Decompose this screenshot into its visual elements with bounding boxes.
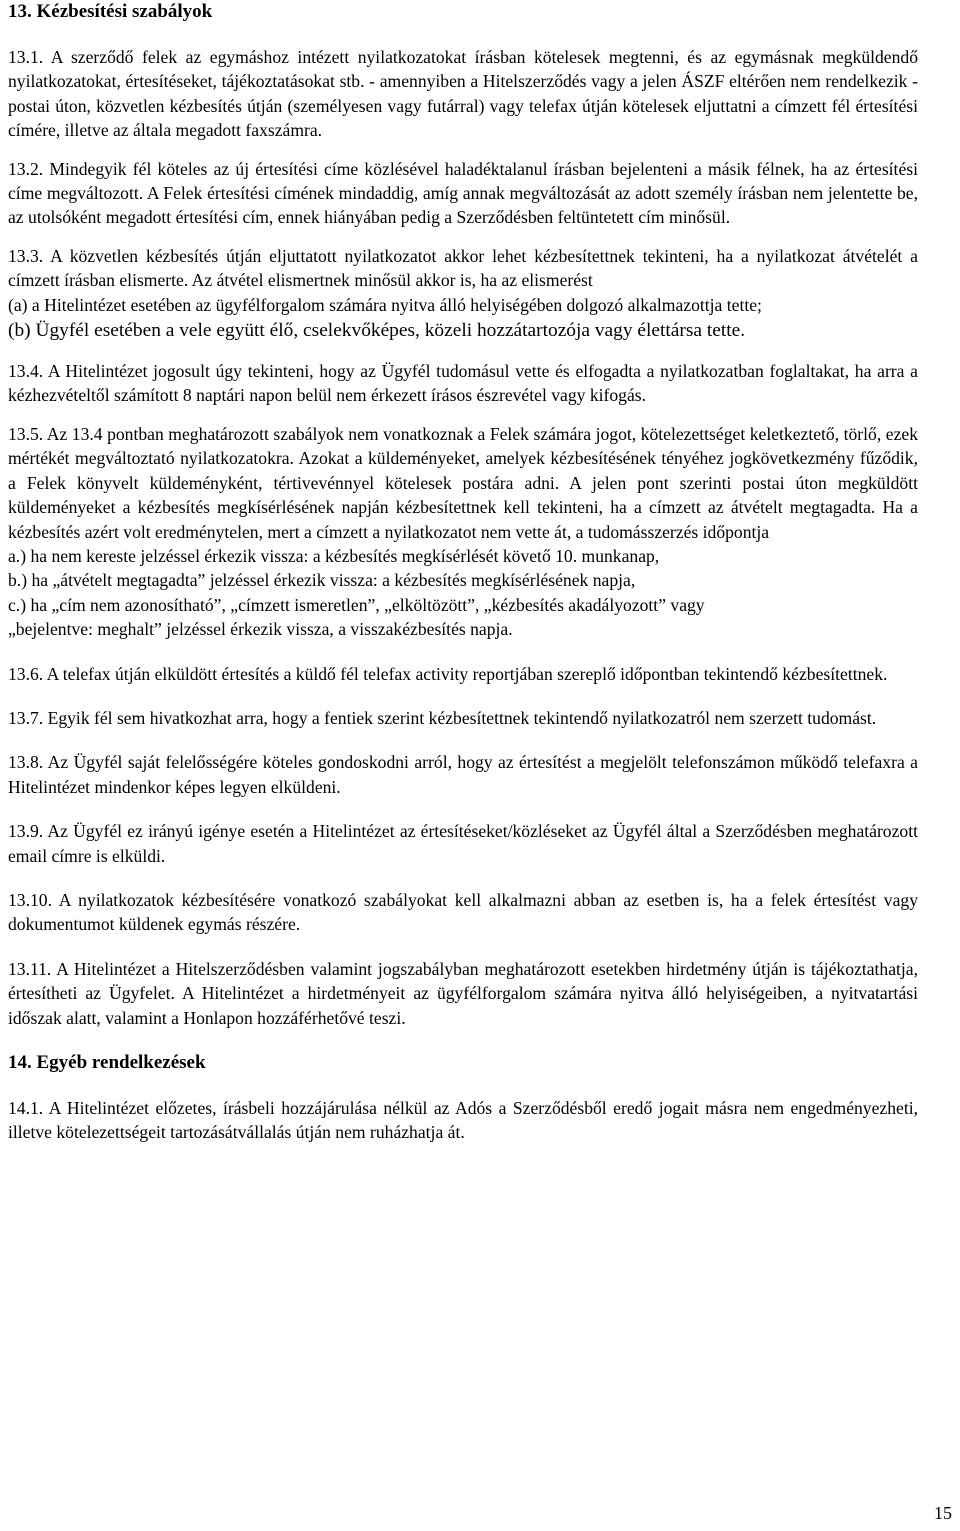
- paragraph-13-9: 13.9. Az Ügyfél ez irányú igénye esetén a Hitelintézet az értesítéseket/közléseket az Ügyfél által a Szerződésben meghatározott email címre is elküldi.: [8, 821, 918, 866]
- section-14-heading: 14. Egyéb rendelkezések: [8, 1052, 206, 1073]
- paragraph-13-3: 13.3. A közvetlen kézbesítés útján eljuttatott nyilatkozatot akkor lehet kézbesítettnek tekinteni, ha a nyilatkozat átvételét a címzett írásban elismerte. Az átvétel elismertnek minősül akkor is, ha az elismerést: [8, 245, 918, 291]
- document-page: [8, 0, 918, 1145]
- paragraph-13-11: 13.11. A Hitelintézet a Hitelszerződésben valamint jogszabályban meghatározott esetekben hirdetmény útján is tájékoztathatja, értesítheti az Ügyfelet. A Hitelintézet a hirdetményeit az ügyfélforgalom számára nyitva álló helyiségeiben, a nyitvatartási időszak alatt, valamint a Honlapon hozzáférhetővé teszi.: [8, 958, 918, 1028]
- paragraph-13-4: 13.4. A Hitelintézet jogosult úgy tekinteni, hogy az Ügyfél tudomásul vette és elfogadta a nyilatkozatban foglaltakat, ha arra a kézhezvételtől számított 8 naptári napon belül nem érkezett írásos észrevétel vagy kifogás.: [8, 361, 918, 406]
- paragraph-13-5-b: b.) ha „átvételt megtagadta” jelzéssel érkezik vissza: a kézbesítés megkísérlésének napja,: [8, 570, 636, 591]
- paragraph-13-5-a: a.) ha nem kereste jelzéssel érkezik vissza: a kézbesítés megkísérlését követő 10. munkanap,: [8, 545, 660, 566]
- paragraph-14-1: 14.1. A Hitelintézet előzetes, írásbeli hozzájárulása nélkül az Adós a Szerződésből eredő jogait másra nem engedményezheti, illetve kötelezettségeit tartozásátvállalás útján nem ruházhatja át.: [8, 1098, 918, 1143]
- paragraph-13-1: 13.1. A szerződő felek az egymáshoz intézett nyilatkozatokat írásban kötelesek megtenni, és az egymásnak megküldendő nyilatkozatokat, értesítéseket, tájékoztatásokat stb. - amennyiben a Hitelszerződés vagy a jelen ÁSZF eltérően nem rendelkezik - postai úton, közvetlen kézbesítés útján (személyesen vagy futárral) vagy telefax útján kötelesek eljuttatni a címzett fél értesítési címére, illetve az általa megadott faxszámra.: [8, 47, 918, 141]
- paragraph-13-7: 13.7. Egyik fél sem hivatkozhat arra, hogy a fentiek szerint kézbesítettnek tekintendő nyilatkozatról nem szerzett tudomást.: [8, 707, 877, 728]
- paragraph-13-2: 13.2. Mindegyik fél köteles az új értesítési címe közlésével haladéktalanul írásban bejelenteni a másik félnek, ha az értesítési címe megváltozott. A Felek értesítési címének mindaddig, amíg annak megváltozását az adott személy írásban nem jelentette be, az utolsóként megadott értesítési cím, ennek hiányában pedig a Szerződésben feltüntetett cím minősül.: [8, 158, 918, 228]
- paragraph-13-3-a: (a) a Hitelintézet esetében az ügyfélforgalom számára nyitva álló helyiségében dolgozó alkalmazottja tette;: [8, 294, 762, 315]
- paragraph-13-5-c-line2: „bejelentve: meghalt” jelzéssel érkezik vissza, a visszakézbesítés napja.: [8, 619, 513, 640]
- paragraph-13-5-c-line1: c.) ha „cím nem azonosítható”, „címzett ismeretlen”, „elköltözött”, „kézbesítés akadályozott” vagy: [8, 594, 705, 615]
- page-number: 15: [934, 1503, 952, 1523]
- paragraph-13-6: 13.6. A telefax útján elküldött értesítés a küldő fél telefax activity reportjában szereplő időpontban tekintendő kézbesítettnek.: [8, 663, 888, 684]
- paragraph-13-5: 13.5. Az 13.4 pontban meghatározott szabályok nem vonatkoznak a Felek számára jogot, kötelezettséget keletkeztető, törlő, ezek mértékét megváltoztató nyilatkozatokra. Azokat a küldeményeket, amelyek kézbesítésének tényéhez jogkövetkezmény fűződik, a Felek könyvelt küldeményként, tértivevénnyel kötelesek postára adni. A jelen pont szerinti postai úton megküldött küldeményeket a kézbesítés megkísérlésének napján kézbesítettnek kell tekinteni, ha a címzett az átvételt megtagadta. Ha a kézbesítés azért volt eredménytelen, mert a címzett a nyilatkozatot nem vette át, a tudomásszerzés időpontja: [8, 423, 918, 542]
- paragraph-13-10: 13.10. A nyilatkozatok kézbesítésére vonatkozó szabályokat kell alkalmazni abban az esetben is, ha a felek értesítést vagy dokumentumot küldenek egymás részére.: [8, 889, 918, 935]
- paragraph-13-8: 13.8. Az Ügyfél saját felelősségére köteles gondoskodni arról, hogy az értesítést a megjelölt telefonszámon működő telefaxra a Hitelintézet mindenkor képes legyen elküldeni.: [8, 752, 918, 797]
- paragraph-13-3-b: (b) Ügyfél esetében a vele együtt élő, cselekvőképes, közeli hozzátartozója vagy élettársa tette.: [8, 320, 746, 342]
- section-13-heading: 13. Kézbesítési szabályok: [8, 1, 213, 22]
